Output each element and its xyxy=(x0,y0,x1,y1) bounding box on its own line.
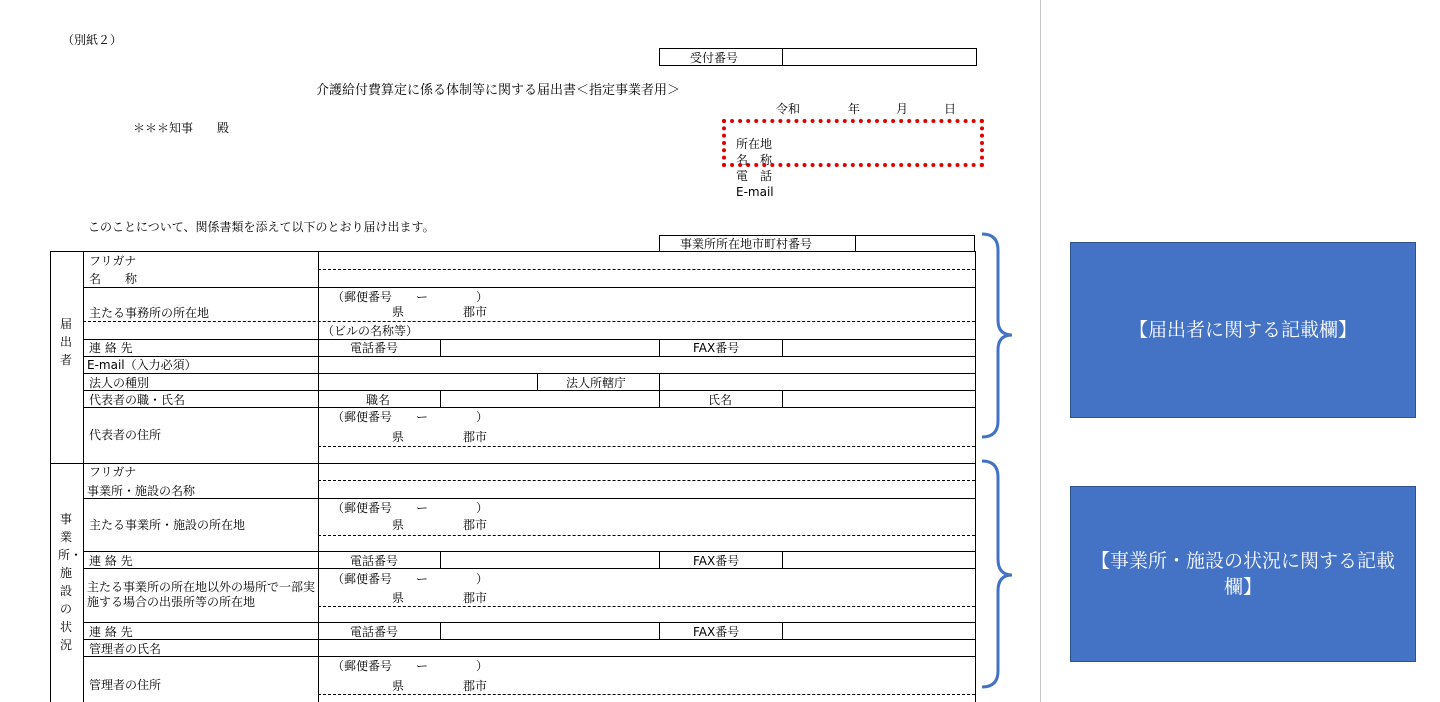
intro-text: このことについて、関係書類を添えて以下のとおり届け出ます。 xyxy=(88,220,435,234)
facility-section-label: 事業所・施設の状況 xyxy=(58,512,83,652)
applicant-contact-label: 連 絡 先 xyxy=(89,341,133,355)
applicant-phone-field[interactable] xyxy=(442,341,657,354)
person-name-field[interactable] xyxy=(784,392,972,405)
branch-phone-label: 電話番号 xyxy=(350,625,399,639)
branch-fax-label: FAX番号 xyxy=(693,625,740,639)
branch-city: 郡市 xyxy=(463,591,488,605)
branch-address-label: 主たる事業所の所在地以外の場所で一部実施する場合の出張所等の所在地 xyxy=(87,580,316,609)
representative-prefecture: 県 xyxy=(392,430,405,444)
receipt-number-field[interactable] xyxy=(784,50,974,64)
position-field[interactable] xyxy=(442,392,657,405)
representative-title-name-label: 代表者の職・氏名 xyxy=(89,393,186,407)
addressee: ＊＊＊知事 殿 xyxy=(133,121,230,135)
facility-furigana-label: フリガナ xyxy=(89,465,137,479)
representative-postal-code: （郵便番号 ー ） xyxy=(332,410,489,424)
applicant-furigana-field[interactable] xyxy=(320,253,970,267)
sender-name-label: 名 称 xyxy=(736,153,773,167)
person-name-label: 氏名 xyxy=(708,393,733,407)
jurisdiction-field[interactable] xyxy=(661,375,971,388)
facility-fax-label: FAX番号 xyxy=(693,554,740,568)
branch-contact-label: 連 絡 先 xyxy=(89,625,133,639)
facility-name-field[interactable] xyxy=(320,483,970,496)
applicant-postal-code: （郵便番号 ー ） xyxy=(332,290,489,304)
applicant-phone-label: 電話番号 xyxy=(350,341,399,355)
manager-address-label: 管理者の住所 xyxy=(89,678,162,692)
applicant-name-label: 名 称 xyxy=(89,272,138,286)
facility-name-label: 事業所・施設の名称 xyxy=(87,484,196,498)
date-line: 令和 年 月 日 xyxy=(776,102,957,116)
branch-prefecture: 県 xyxy=(392,591,405,605)
facility-callout: 【事業所・施設の状況に関する記載欄】 xyxy=(1070,486,1416,662)
facility-furigana-field[interactable] xyxy=(320,465,970,478)
facility-fax-field[interactable] xyxy=(784,553,972,566)
applicant-section-label: 届出者 xyxy=(59,317,72,367)
building-name-label: （ビルの名称等） xyxy=(322,324,419,338)
applicant-prefecture: 県 xyxy=(392,305,405,319)
applicant-fax-field[interactable] xyxy=(784,341,972,354)
attachment-label: （別紙２） xyxy=(62,33,123,47)
branch-fax-field[interactable] xyxy=(784,624,972,637)
main-facility-address-label: 主たる事業所・施設の所在地 xyxy=(89,518,246,532)
corporation-type-field[interactable] xyxy=(320,375,535,388)
municipality-number-field[interactable] xyxy=(857,237,972,250)
form-title: 介護給付費算定に係る体制等に関する届出書＜指定事業者用＞ xyxy=(316,83,681,98)
manager-prefecture: 県 xyxy=(392,679,405,693)
facility-city: 郡市 xyxy=(463,518,488,532)
branch-phone-field[interactable] xyxy=(442,624,657,637)
facility-phone-field[interactable] xyxy=(442,553,657,566)
applicant-furigana-label: フリガナ xyxy=(89,254,137,268)
manager-city: 郡市 xyxy=(463,679,488,693)
facility-prefecture: 県 xyxy=(392,518,405,532)
representative-city: 郡市 xyxy=(463,430,488,444)
municipality-number-label: 事業所所在地市町村番号 xyxy=(680,237,813,251)
applicant-name-field[interactable] xyxy=(320,271,970,285)
applicant-city: 郡市 xyxy=(463,305,488,319)
email-required-label: E-mail（入力必須） xyxy=(87,358,197,372)
facility-contact-label: 連 絡 先 xyxy=(89,554,133,568)
building-name-field[interactable] xyxy=(430,323,970,337)
facility-postal-code: （郵便番号 ー ） xyxy=(332,501,489,515)
corporation-type-label: 法人の種別 xyxy=(89,376,150,390)
position-label: 職名 xyxy=(366,393,391,407)
manager-postal-code: （郵便番号 ー ） xyxy=(332,659,489,673)
receipt-number-label: 受付番号 xyxy=(690,51,739,65)
jurisdiction-label: 法人所轄庁 xyxy=(566,376,627,390)
facility-bracket-icon xyxy=(976,455,1026,695)
manager-name-label: 管理者の氏名 xyxy=(89,642,162,656)
sender-address-label: 所在地 xyxy=(736,137,773,151)
main-office-address-label: 主たる事務所の所在地 xyxy=(89,306,210,320)
manager-name-field[interactable] xyxy=(320,641,970,654)
representative-address-label: 代表者の住所 xyxy=(89,428,162,442)
highlight-box xyxy=(722,119,984,167)
applicant-bracket-icon xyxy=(976,228,1026,443)
sender-phone-label: 電 話 xyxy=(736,169,773,183)
branch-postal-code: （郵便番号 ー ） xyxy=(332,572,489,586)
facility-phone-label: 電話番号 xyxy=(350,554,399,568)
applicant-callout: 【届出者に関する記載欄】 xyxy=(1070,242,1416,418)
applicant-fax-label: FAX番号 xyxy=(693,341,740,355)
applicant-email-field[interactable] xyxy=(320,358,970,371)
sender-email-label: E-mail xyxy=(736,185,774,199)
